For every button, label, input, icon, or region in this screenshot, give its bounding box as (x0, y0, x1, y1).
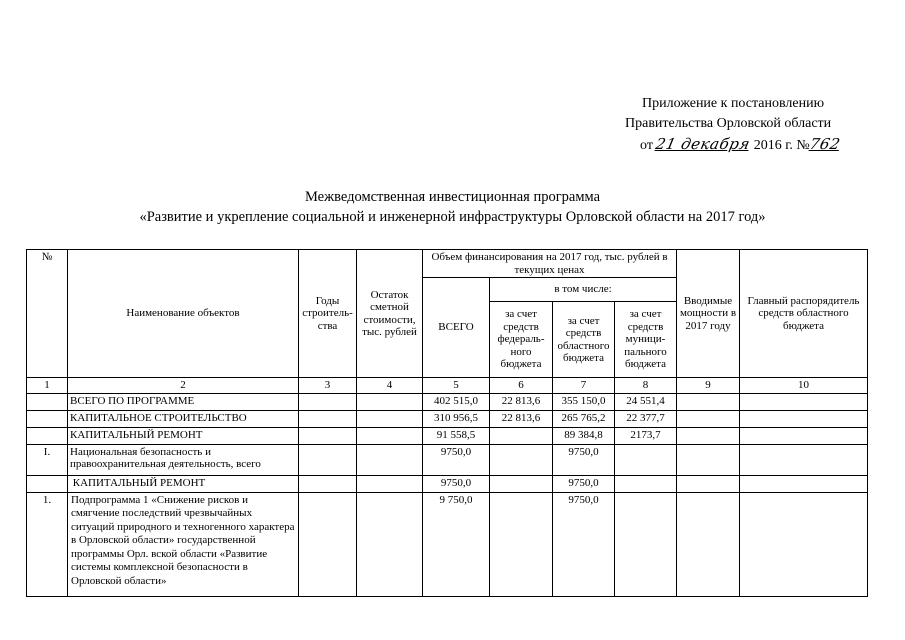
row-remainder (357, 427, 423, 444)
appendix-line-3 (625, 134, 905, 156)
row-no: I. (27, 444, 68, 475)
handwritten-number: 762 (807, 135, 842, 153)
appendix-block (625, 94, 905, 156)
row-remainder (357, 393, 423, 410)
row-regional: 265 765,2 (553, 410, 615, 427)
row-regional: 89 384,8 (553, 427, 615, 444)
row-name: Национальная безопасность и правоохранительная деятельность, всего (68, 444, 299, 475)
row-municipal (615, 492, 677, 596)
row-regional: 355 150,0 (553, 393, 615, 410)
appendix-line-2: Правительства Орловской области (625, 116, 832, 131)
column-number: 10 (740, 378, 868, 394)
row-no (27, 393, 68, 410)
row-years (299, 444, 357, 475)
header-total: ВСЕГО (423, 278, 490, 378)
header-municipal: за счет средств муници-пального бюджета (615, 302, 677, 378)
row-no (27, 427, 68, 444)
header-no: № (27, 250, 68, 378)
table-row (27, 492, 868, 596)
row-federal: 22 813,6 (490, 393, 553, 410)
header-remainder: Остаток сметной стоимости, тыс. рублей (357, 250, 423, 378)
row-regional: 9750,0 (553, 475, 615, 492)
column-number: 9 (677, 378, 740, 394)
row-remainder (357, 410, 423, 427)
row-name: ВСЕГО ПО ПРОГРАММЕ (68, 393, 299, 410)
column-number: 2 (68, 378, 299, 394)
row-name: КАПИТАЛЬНЫЙ РЕМОНТ (68, 475, 299, 492)
row-capacity (677, 410, 740, 427)
document-title-line-1: Межведомственная инвестиционная программа (304, 189, 601, 205)
row-federal: 22 813,6 (490, 410, 553, 427)
row-total: 310 956,5 (423, 410, 490, 427)
row-regional: 9750,0 (553, 444, 615, 475)
column-number: 6 (490, 378, 553, 394)
table-row (27, 475, 868, 492)
row-name: КАПИТАЛЬНОЕ СТРОИТЕЛЬСТВО (68, 410, 299, 427)
column-number: 8 (615, 378, 677, 394)
table-row (27, 444, 868, 475)
row-manager (740, 444, 868, 475)
row-federal (490, 492, 553, 596)
row-federal (490, 475, 553, 492)
row-capacity (677, 427, 740, 444)
row-remainder (357, 475, 423, 492)
row-manager (740, 393, 868, 410)
header-manager: Главный распорядитель средств областного бюджета (740, 250, 868, 378)
row-municipal (615, 444, 677, 475)
header-volume: Объем финансирования на 2017 год, тыс. рублей в текущих ценах (423, 250, 677, 278)
row-years (299, 492, 357, 596)
handwritten-date: 21 декабря (654, 135, 753, 153)
program-table (26, 249, 868, 597)
row-capacity (677, 444, 740, 475)
row-federal (490, 427, 553, 444)
header-capacity: Вводимые мощности в 2017 году (677, 250, 740, 378)
header-name: Наименование объектов (68, 250, 299, 378)
row-remainder (357, 492, 423, 596)
row-capacity (677, 475, 740, 492)
header-including: в том числе: (490, 278, 677, 302)
header-federal: за счет средств федераль-ного бюджета (490, 302, 553, 378)
row-years (299, 427, 357, 444)
row-capacity (677, 492, 740, 596)
column-number: 1 (27, 378, 68, 394)
row-total: 9750,0 (423, 444, 490, 475)
row-years (299, 475, 357, 492)
table-row (27, 410, 868, 427)
row-federal (490, 444, 553, 475)
appendix-date-prefix: от (640, 138, 653, 153)
row-capacity (677, 393, 740, 410)
row-years (299, 410, 357, 427)
row-total: 9750,0 (423, 475, 490, 492)
appendix-line-1: Приложение к постановлению (642, 96, 825, 111)
row-municipal: 24 551,4 (615, 393, 677, 410)
row-manager (740, 410, 868, 427)
row-no: 1. (27, 492, 68, 596)
row-manager (740, 475, 868, 492)
row-manager (740, 492, 868, 596)
row-total: 402 515,0 (423, 393, 490, 410)
row-remainder (357, 444, 423, 475)
row-no (27, 410, 68, 427)
row-name: КАПИТАЛЬНЫЙ РЕМОНТ (68, 427, 299, 444)
row-no (27, 475, 68, 492)
table-row (27, 427, 868, 444)
document-title-line-2: «Развитие и укрепление социальной и инженерной инфраструктуры Орловской области на 2017 год» (139, 209, 766, 225)
table-row (27, 393, 868, 410)
row-total: 9 750,0 (423, 492, 490, 596)
column-number: 5 (423, 378, 490, 394)
row-manager (740, 427, 868, 444)
row-regional: 9750,0 (553, 492, 615, 596)
row-name: Подпрограмма 1 «Снижение рисков и смягчение последствий чрезвычайных ситуаций природного и техногенного характера в Орловской области» государственной программы Орл. вской области «Развитие системы комплексной безопасности в Орловской области» (68, 492, 299, 596)
column-number: 7 (553, 378, 615, 394)
column-number: 3 (299, 378, 357, 394)
header-regional: за счет средств областного бюджета (553, 302, 615, 378)
row-municipal (615, 475, 677, 492)
appendix-date-mid: 2016 г. № (753, 138, 810, 153)
row-municipal: 22 377,7 (615, 410, 677, 427)
column-number: 4 (357, 378, 423, 394)
row-years (299, 393, 357, 410)
row-total: 91 558,5 (423, 427, 490, 444)
row-municipal: 2173,7 (615, 427, 677, 444)
header-years: Годы строитель-ства (299, 250, 357, 378)
